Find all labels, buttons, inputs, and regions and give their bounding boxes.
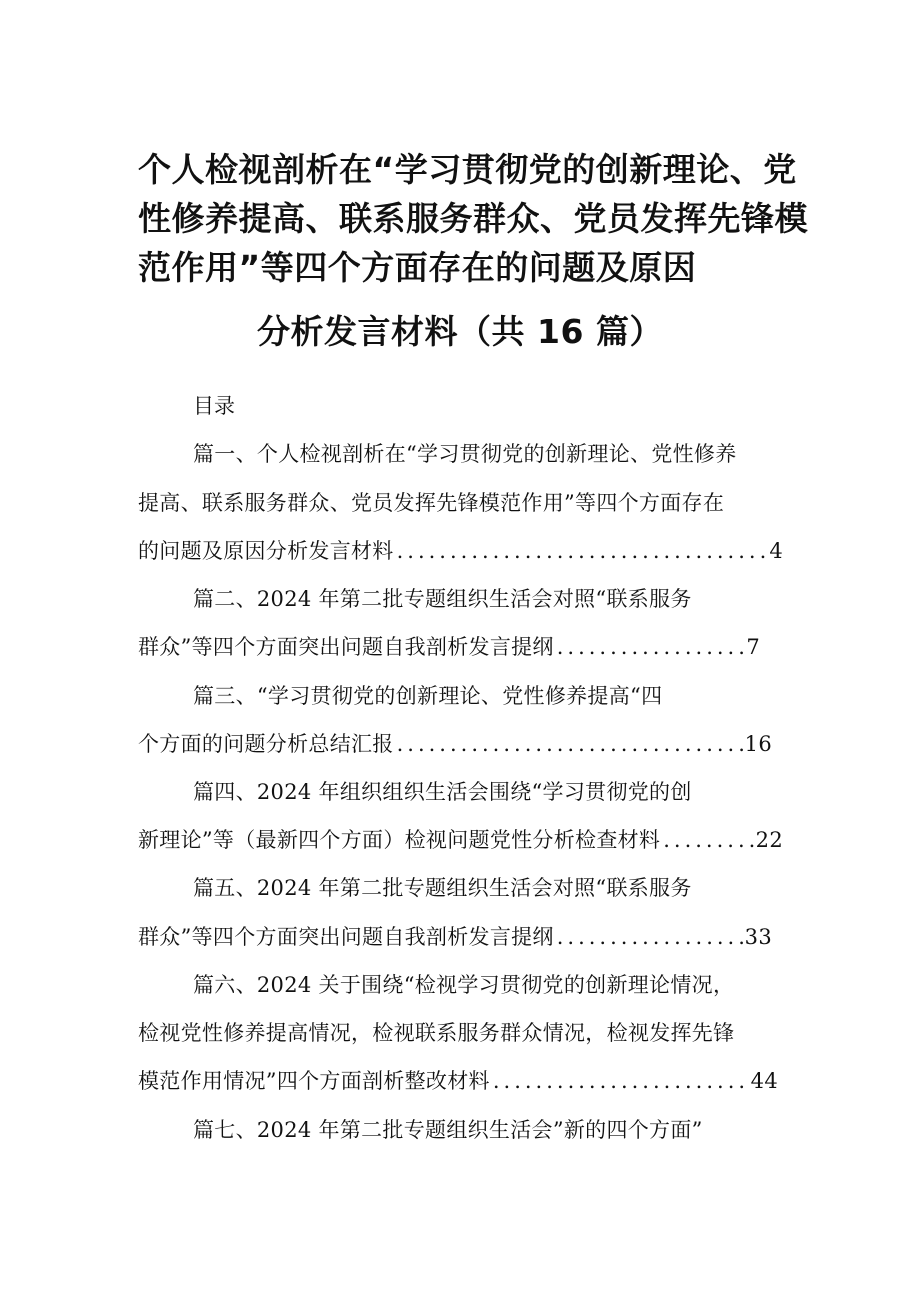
toc-heading: 目录	[193, 394, 235, 418]
dot-leader	[660, 825, 755, 855]
dot-leader	[394, 536, 770, 566]
toc-entry-leader-line	[138, 1066, 778, 1096]
toc-page-number: 7	[746, 635, 760, 659]
toc-entry-leader-line	[138, 825, 783, 855]
toc-entry-text: 新理论”等（最新四个方面）检视问题党性分析检查材料	[138, 828, 661, 852]
toc-entry-text: 个方面的问题分析总结汇报	[138, 732, 394, 756]
toc-entry-text: 篇五、2024 年第二批专题组织生活会对照“联系服务	[193, 876, 692, 900]
toc-page-number: 33	[744, 925, 772, 949]
document-title-line-2: 性修养提高、联系服务群众、党员发挥先锋模	[138, 199, 808, 238]
toc-entry-text: 群众”等四个方面突出问题自我剖析发言提纲	[138, 925, 554, 949]
dot-leader	[554, 632, 747, 662]
document-title-line-1: 个人检视剖析在“学习贯彻党的创新理论、党	[138, 150, 797, 189]
toc-entry-text: 模范作用情况”四个方面剖析整改材料	[138, 1069, 490, 1093]
toc-entry-text: 篇四、2024 年组织组织生活会围绕“学习贯彻党的创	[193, 780, 692, 804]
toc-entry-text: 检视党性修养提高情况，检视联系服务群众情况，检视发挥先锋	[138, 1021, 735, 1045]
toc-entry-text: 篇二、2024 年第二批专题组织生活会对照“联系服务	[193, 587, 692, 611]
toc-entry-leader-line	[138, 536, 783, 566]
toc-entry-leader-line	[138, 729, 772, 759]
toc-entry-text: 篇一、个人检视剖析在“学习贯彻党的创新理论、党性修养	[193, 442, 737, 466]
toc-entry-text: 篇三、“学习贯彻党的创新理论、党性修养提高“四	[193, 684, 663, 708]
dot-leader	[490, 1066, 751, 1096]
document-title-line-4: 分析发言材料（共 16 篇）	[257, 312, 663, 351]
dot-leader	[554, 922, 745, 952]
toc-page-number: 16	[744, 732, 772, 756]
toc-page-number: 4	[769, 539, 783, 563]
toc-entry-text: 提高、联系服务群众、党员发挥先锋模范作用”等四个方面存在	[138, 491, 725, 515]
toc-entry-text: 的问题及原因分析发言材料	[138, 539, 394, 563]
toc-entry-text: 群众”等四个方面突出问题自我剖析发言提纲	[138, 635, 554, 659]
toc-entry-text: 篇七、2024 年第二批专题组织生活会”新的四个方面”	[193, 1118, 703, 1142]
dot-leader	[394, 729, 745, 759]
document-title-line-3: 范作用”等四个方面存在的问题及原因	[138, 248, 697, 287]
toc-entry-leader-line	[138, 632, 760, 662]
toc-page-number: 44	[750, 1069, 778, 1093]
toc-entry-text: 篇六、2024 关于围绕“检视学习贯彻党的创新理论情况，	[193, 973, 735, 997]
toc-page-number: 22	[755, 828, 783, 852]
toc-entry-leader-line	[138, 922, 772, 952]
